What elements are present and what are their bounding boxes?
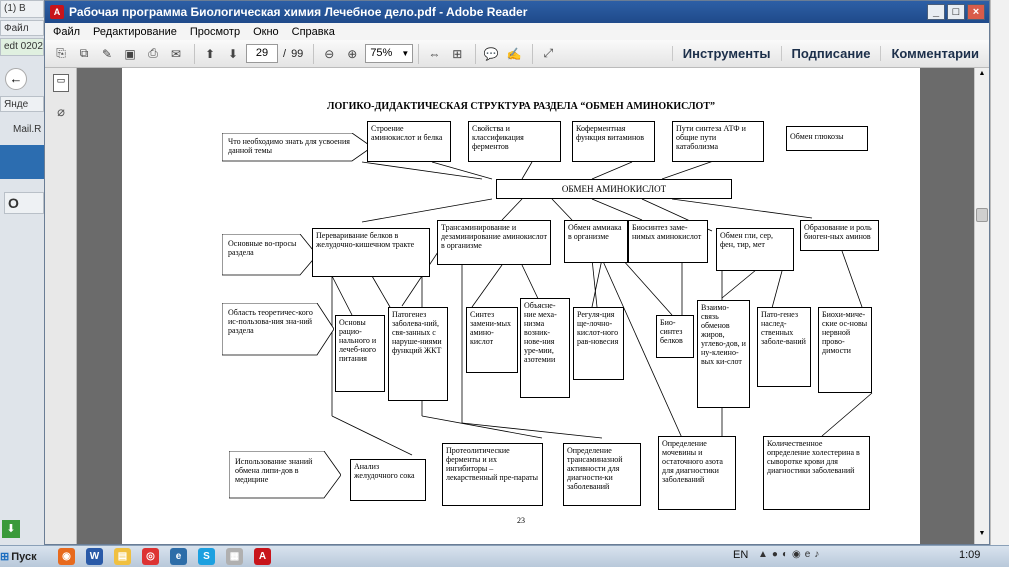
top-box: Коферментная функция витаминов bbox=[572, 121, 655, 162]
page-number-input[interactable]: 29 bbox=[246, 44, 278, 63]
menu-view[interactable]: Просмотр bbox=[189, 25, 241, 38]
medicine-box: Количественное определение холестерина в сыворотке крови для диагностики заболеваний bbox=[763, 436, 870, 510]
vertical-scrollbar[interactable] bbox=[974, 68, 989, 544]
document-area bbox=[77, 68, 974, 544]
toolbar-separator bbox=[194, 44, 195, 64]
zoom-in-icon[interactable]: ⊕ bbox=[347, 46, 358, 61]
ie-icon[interactable]: e bbox=[170, 548, 187, 565]
highlight-icon[interactable]: ✍ bbox=[506, 46, 522, 61]
fit-page-icon[interactable]: ⊞ bbox=[452, 46, 463, 61]
section-box: Трансаминирование и дезаминирование аминокислот в организме bbox=[437, 220, 551, 265]
label-need-to-know bbox=[222, 133, 372, 162]
start-button[interactable] bbox=[0, 547, 50, 566]
close-button[interactable]: × bbox=[967, 4, 985, 20]
tray-icons[interactable]: ▲●◐◉e♪ bbox=[758, 549, 824, 560]
comment-icon[interactable]: 💬 bbox=[483, 46, 499, 61]
scroll-down-icon[interactable]: ▼ bbox=[978, 530, 986, 537]
back-arrow-icon[interactable]: ← bbox=[5, 68, 27, 90]
diagram-title: ЛОГИКО-ДИДАКТИЧЕСКАЯ СТРУКТУРА РАЗДЕЛА “ОБМЕН АМИНОКИСЛОТ” bbox=[327, 101, 715, 112]
next-page-icon[interactable]: ⬇ bbox=[227, 46, 239, 61]
adobe-reader-icon: A bbox=[50, 5, 64, 19]
chevron-down-icon: ▼ bbox=[401, 49, 410, 58]
download-icon[interactable]: ⬇ bbox=[2, 520, 20, 538]
label-main-questions-text: Основные во-просы раздела bbox=[228, 239, 297, 257]
section-box: Обмен гли, сер, фен, тир, мет bbox=[716, 228, 794, 271]
toolbar-separator bbox=[532, 44, 533, 64]
window-title: Рабочая программа Биологическая химия Лечебное дело.pdf - Adobe Reader bbox=[69, 5, 528, 19]
top-box: Обмен глюкозы bbox=[786, 126, 868, 151]
scroll-up-icon[interactable]: ▲ bbox=[978, 70, 986, 77]
theory-box: Регуля-ция ще-лочно-кислот-ного рав-новесия bbox=[573, 307, 624, 380]
word-icon[interactable]: W bbox=[86, 548, 103, 565]
medicine-box: Анализ желудочного сока bbox=[350, 459, 426, 501]
navigation-panel bbox=[45, 68, 77, 544]
top-box: Пути синтеза АТФ и общие пути катаболизма bbox=[672, 121, 764, 162]
menu-window[interactable]: Окно bbox=[253, 25, 279, 38]
menu-bar bbox=[45, 23, 989, 40]
medicine-box: Определение мочевины и остаточного азота для диагностики заболеваний bbox=[658, 436, 736, 510]
label-medicine-usage-text: Использование знаний обмена липи-дов в медицине bbox=[235, 457, 313, 484]
label-theory-area-text: Область теоретичес-кого ис-пользова-ния зна-ний раздела bbox=[228, 308, 313, 335]
fit-width-icon[interactable]: ⇔ bbox=[428, 46, 441, 61]
theory-box: Синтез замени-мых амино-кислот bbox=[466, 307, 518, 373]
toolbar-separator bbox=[418, 44, 419, 64]
clock[interactable]: 1:09 bbox=[959, 549, 981, 561]
comment-tab[interactable]: Комментарии bbox=[880, 46, 989, 61]
explorer-icon[interactable]: ▦ bbox=[226, 548, 243, 565]
zoom-out-icon[interactable]: ⊖ bbox=[324, 46, 335, 61]
section-box: Обмен аммиака в организме bbox=[564, 220, 628, 263]
pdf-page bbox=[122, 68, 920, 544]
start-label: Пуск bbox=[11, 550, 37, 563]
medicine-box: Определение трансаминазной активности для диагности-ки заболеваний bbox=[563, 443, 641, 506]
firefox-icon[interactable]: ◉ bbox=[58, 548, 75, 565]
scroll-thumb[interactable] bbox=[976, 208, 988, 222]
folder-icon[interactable]: ▤ bbox=[114, 548, 131, 565]
menu-help[interactable]: Справка bbox=[291, 25, 335, 38]
top-box: Строение аминокислот и белка bbox=[367, 121, 451, 162]
theory-box: Объясне-ние меха-низма возник-нове-ния уре-мии, азотемии bbox=[520, 298, 570, 398]
toolbar-separator bbox=[475, 44, 476, 64]
toolbar bbox=[45, 40, 989, 68]
browser-bookmark[interactable]: edt 0202 bbox=[0, 38, 44, 56]
page-total: 99 bbox=[291, 47, 304, 60]
zoom-select[interactable] bbox=[365, 44, 413, 63]
menu-edit[interactable]: Редактирование bbox=[93, 25, 177, 38]
theory-box: Взаимо-связь обменов жиров, углево-дов, и ну-клеино-вых ки-слот bbox=[697, 300, 750, 408]
browser-block[interactable]: О bbox=[4, 192, 44, 214]
attachment-icon[interactable]: ⌀ bbox=[57, 104, 65, 119]
browser-menu-file[interactable]: Файл bbox=[0, 20, 44, 36]
browser-bookmark-yandex[interactable]: Янде bbox=[0, 96, 44, 112]
skype-icon[interactable]: S bbox=[198, 548, 215, 565]
theory-box: Пато-генез наслед-ственных заболе-ваний bbox=[757, 307, 811, 387]
adobe-taskbar-icon[interactable]: A bbox=[254, 548, 271, 565]
center-box: ОБМЕН АМИНОКИСЛОТ bbox=[496, 179, 732, 199]
theory-box: Био-синтез белков bbox=[656, 315, 694, 358]
email-icon[interactable]: ✉ bbox=[170, 46, 182, 61]
windows-icon: ⊞ bbox=[0, 551, 10, 563]
pages-icon[interactable]: ▭ bbox=[53, 74, 69, 92]
browser-scrollbar[interactable] bbox=[990, 0, 1009, 545]
page-number: 23 bbox=[517, 516, 525, 525]
section-box: Биосинтез заме-нимых аминокислот bbox=[628, 220, 708, 263]
label-theory-area bbox=[222, 303, 334, 356]
zoom-value: 75% bbox=[370, 47, 393, 59]
chrome-icon[interactable]: ◎ bbox=[142, 548, 159, 565]
tools-tab[interactable]: Инструменты bbox=[672, 46, 781, 61]
section-box: Переваривание белков в желудочно-кишечном тракте bbox=[312, 228, 430, 277]
browser-tab[interactable]: (1) В bbox=[0, 0, 44, 18]
menu-file[interactable]: Файл bbox=[53, 25, 81, 38]
edit-icon[interactable]: ✎ bbox=[101, 46, 113, 61]
top-box: Свойства и классификация ферментов bbox=[468, 121, 561, 162]
prev-page-icon[interactable]: ⬆ bbox=[204, 46, 216, 61]
medicine-box: Протеолитические ферменты и их ингибиторы – лекарственный пре-параты bbox=[442, 443, 543, 506]
mail-link[interactable]: Mail.R bbox=[13, 124, 42, 135]
page-separator: / bbox=[283, 47, 287, 60]
label-medicine-usage bbox=[229, 451, 341, 499]
language-indicator[interactable]: EN bbox=[733, 549, 749, 561]
label-need-to-know-text: Что необходимо знать для усвоения данной темы bbox=[228, 137, 350, 155]
browser-header-band bbox=[0, 145, 44, 179]
combine-icon[interactable]: ⧉ bbox=[79, 46, 89, 60]
adobe-reader-window bbox=[44, 0, 990, 545]
fullscreen-icon[interactable]: ⤢ bbox=[543, 46, 554, 60]
label-main-questions bbox=[222, 234, 317, 276]
minimize-button[interactable]: _ bbox=[927, 4, 945, 20]
save-icon[interactable]: ▣ bbox=[124, 46, 136, 61]
section-box: Образование и роль биоген-ных аминов bbox=[800, 220, 879, 251]
title-bar bbox=[45, 1, 989, 23]
sign-tab[interactable]: Подписание bbox=[781, 46, 881, 61]
print-icon[interactable]: ⎙ bbox=[148, 46, 158, 60]
maximize-button[interactable]: □ bbox=[947, 4, 965, 20]
theory-box: Патогенез заболева-ний, свя-занных с наруше-ниями функций ЖКТ bbox=[388, 307, 448, 401]
create-pdf-icon[interactable]: ⎘ bbox=[56, 46, 66, 60]
theory-box: Биохи-миче-ские ос-новы нервной прово-димости bbox=[818, 307, 872, 393]
theory-box: Основы рацио-нального и лечеб-ного питания bbox=[335, 315, 385, 392]
toolbar-separator bbox=[313, 44, 314, 64]
